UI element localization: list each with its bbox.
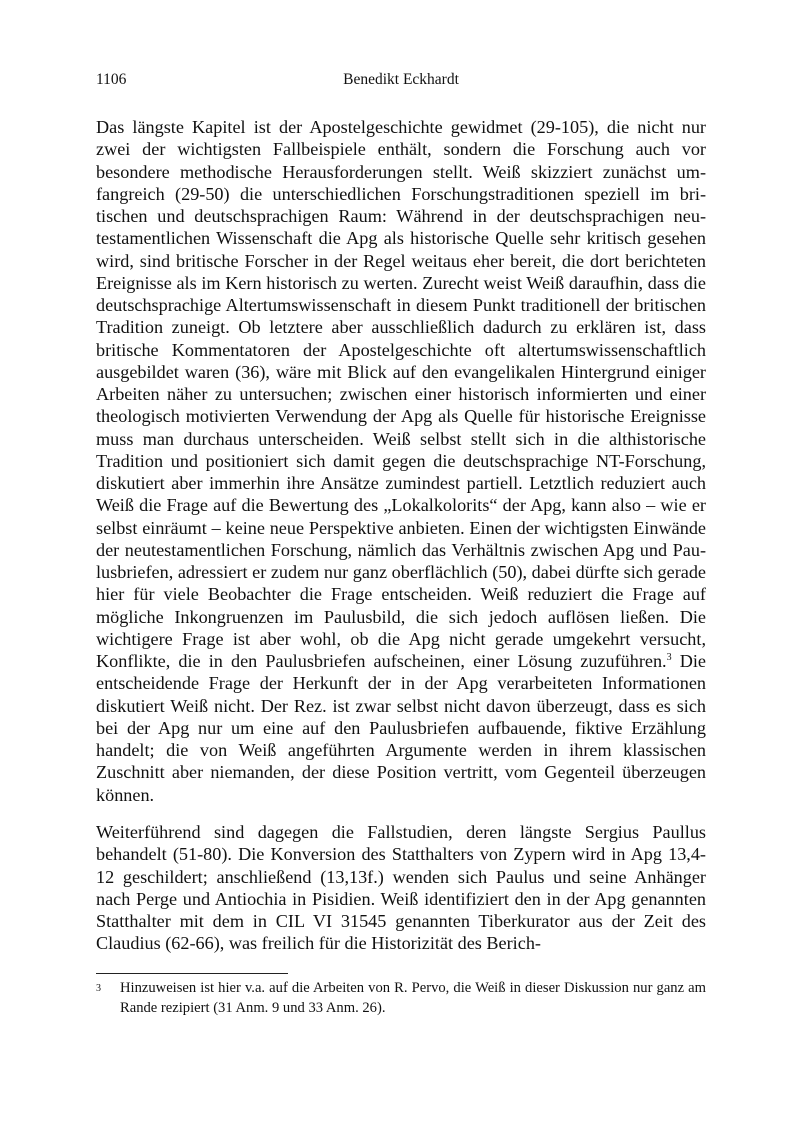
page-header (96, 71, 706, 93)
paragraph-1-text-b: Die entscheidende Frage der Herkunft der in der Apg verarbeiteten Informationen diskutiert Weiß nicht. Der Rez. ist zwar selbst nicht davon überzeugt, dass es sich bei der Apg nur um eine auf den Paulusbriefen aufbauende, fiktive Erzählung handelt; die von Weiß angeführten Argumente werden in ihrem klassischen Zuschnitt aber niemanden, der diese Position vertritt, vom Gegenteil überzeugen können. (96, 651, 706, 805)
body-paragraph-1 (96, 116, 706, 806)
page-number: 1106 (96, 71, 127, 88)
footnote-3 (96, 979, 706, 1018)
running-title: Benedikt Eckhardt (343, 71, 459, 88)
footnote-reference-3: 3 (666, 651, 672, 663)
paragraph-1-text-a: Das längste Kapitel ist der Apostelgeschichte gewidmet (29-105), die nicht nur zwei der wichtigsten Fallbeispiele enthält, sondern die Forschung auch vor besondere methodische Herausforderungen stellt. Weiß skizziert zunächst umfangreich (29-50) die unterschiedlichen Forschungstraditionen speziell im britischen und deutschsprachigen Raum: Während in der deutschsprachigen neutestamentlichen Wissenschaft die Apg als historische Quelle sehr kritisch gesehen wird, sind britische Forscher in der Regel weitaus eher bereit, die dort berichteten Ereignisse als im Kern historisch zu werten. Zurecht weist Weiß daraufhin, dass die deutschsprachige Altertumswissenschaft in diesem Punkt traditionell der britischen Tradition zuneigt. Ob letztere aber ausschließlich dadurch zu erklären ist, dass britische Kommentatoren der Apostelgeschichte oft altertumswissenschaftlich ausgebildet waren (36), wäre mit Blick auf den evangelikalen Hintergrund einiger Arbeiten näher zu untersuchen; zwischen einer historisch informierten und einer theologisch motivierten Verwendung der Apg als Quelle für historische Ereignisse muss man durchaus unterscheiden. Weiß selbst stellt sich in die althistorische Tradition und positioniert sich damit gegen die deutschsprachige NT-Forschung, diskutiert aber immerhin ihre Ansätze zumindest partiell. Letztlich reduziert auch Weiß die Frage auf die Bewertung des „Lokalkolorits“ der Apg, kann also – wie er selbst einräumt – keine neue Perspektive anbieten. Einen der wichtigsten Einwände der neutestamentlichen Forschung, nämlich das Verhältnis zwischen Apg und Paulusbriefen, adressiert er zudem nur ganz oberflächlich (50), dabei dürfte sich gerade hier für viele Beobachter die Frage entscheiden. Weiß reduziert die Frage auf mögliche Inkongruenzen im Paulusbild, die sich jedoch auflösen ließen. Die wichtigere Frage ist aber wohl, ob die Apg nicht gerade umgekehrt versucht, Konflikte, die in den Paulusbriefen aufscheinen, einer Lösung zuzuführen. (96, 117, 706, 671)
body-paragraph-2: Weiterführend sind dagegen die Fallstudien, deren längste Sergius Paullus behandelt (51-80). Die Konversion des Statthalters von Zypern wird in Apg 13,4-12 geschildert; anschließend (13,13f.) wenden sich Paulus und seine Anhänger nach Perge und Antiochia in Pisidien. Weiß identifiziert den in der Apg genannten Statthalter mit dem in CIL VI 31545 genannten Tiberkurator aus der Zeit des Claudius (62-66), was freilich für die Historizität des Berich- (96, 822, 706, 954)
footnote-separator (96, 973, 288, 974)
footnote-number: 3 (96, 983, 101, 994)
footnote-text: Hinzuweisen ist hier v.a. auf die Arbeiten von R. Pervo, die Weiß in dieser Diskussion nur ganz am Rande rezipiert (31 Anm. 9 und 33 Anm. 26). (120, 980, 706, 1016)
